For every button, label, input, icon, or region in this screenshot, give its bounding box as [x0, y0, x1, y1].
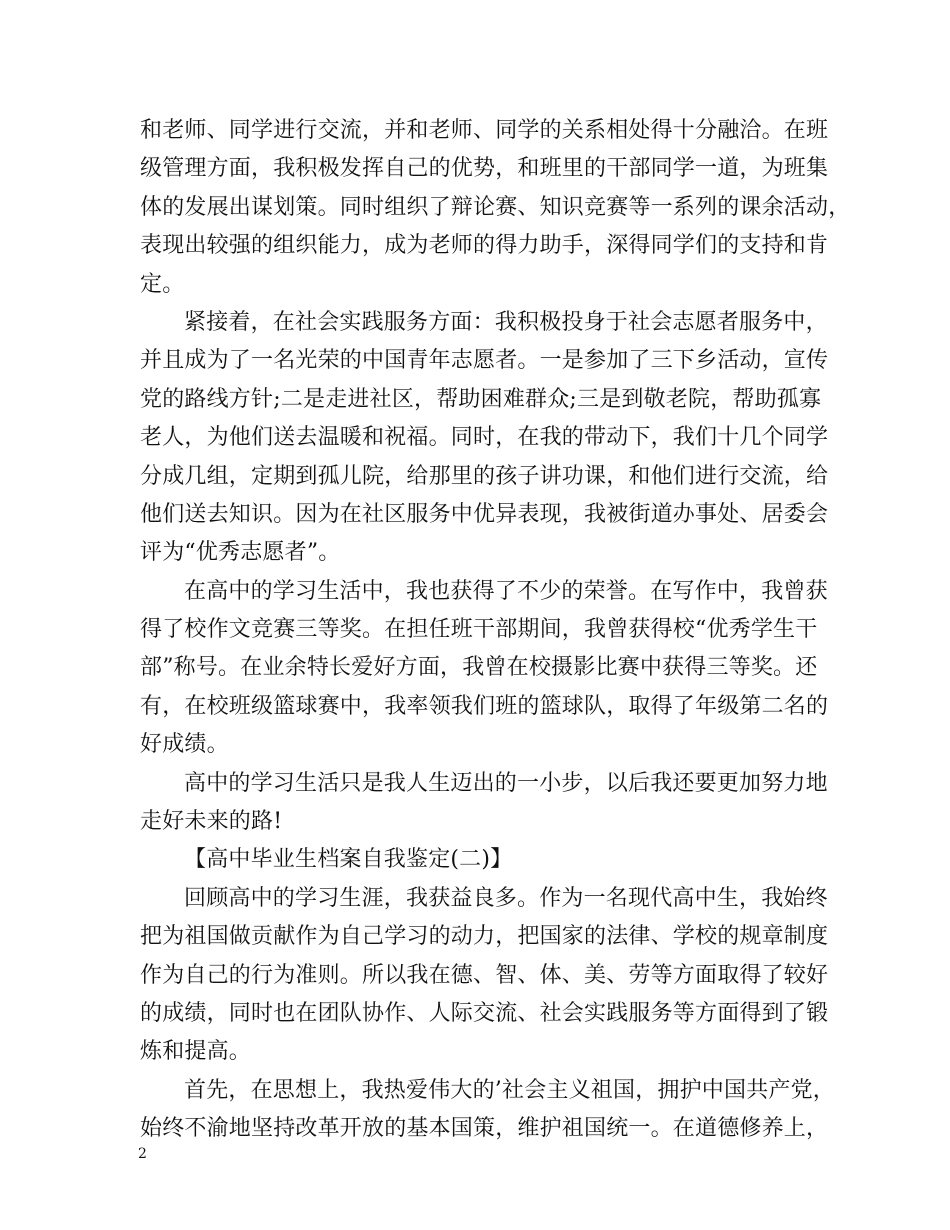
- text-line: 走好未来的路!: [140, 809, 283, 835]
- text-line: 老人，为他们送去温暖和祝福。同时，在我的带动下，我们十几个同学: [140, 425, 829, 451]
- paragraph-start-line: 高中的学习生活只是我人生迈出的一小步，以后我还要更加努力地: [184, 770, 828, 796]
- text-line: 党的路线方针;二是走进社区，帮助困难群众;三是到敬老院，帮助孤寡: [140, 386, 822, 412]
- text-line: 部”称号。在业余特长爱好方面，我曾在校摄影比赛中获得三等奖。还: [140, 655, 818, 681]
- text-line: 始终不渝地坚持改革开放的基本国策，维护祖国统一。在道德修养上，: [140, 1116, 829, 1142]
- text-line: 和老师、同学进行交流，并和老师、同学的关系相处得十分融洽。在班: [140, 118, 829, 143]
- paragraph-start-line: 紧接着，在社会实践服务方面：我积极投身于社会志愿者服务中，: [184, 309, 828, 335]
- text-line: 级管理方面，我积极发挥自己的优势，和班里的干部同学一道，为班集: [140, 156, 829, 182]
- page-number: 2: [138, 1146, 147, 1162]
- paragraph-start-line: 回顾高中的学习生涯，我获益良多。作为一名现代高中生，我始终: [184, 885, 828, 911]
- paragraph-start-line: 首先，在思想上，我热爱伟大的’社会主义祖国，拥护中国共产党，: [184, 1077, 835, 1103]
- text-line: 定。: [140, 271, 185, 297]
- text-line: 炼和提高。: [140, 1039, 252, 1065]
- section-heading: 【高中毕业生档案自我鉴定(二)】: [184, 847, 513, 873]
- text-line: 作为自己的行为准则。所以我在德、智、体、美、劳等方面取得了较好: [140, 962, 829, 988]
- text-line: 体的发展出谋划策。同时组织了辩论赛、知识竞赛等一系列的课余活动，: [140, 194, 851, 220]
- paragraph-start-line: 在高中的学习生活中，我也获得了不少的荣誉。在写作中，我曾获: [184, 578, 828, 604]
- text-line: 并且成为了一名光荣的中国青年志愿者。一是参加了三下乡活动，宣传: [140, 348, 829, 374]
- text-line: 把为祖国做贡献作为自己学习的动力，把国家的法律、学校的规章制度: [140, 924, 829, 950]
- document-body: [140, 112, 851, 1149]
- text-line: 有，在校班级篮球赛中，我率领我们班的篮球队，取得了年级第二名的: [140, 693, 829, 719]
- text-line: 的成绩，同时也在团队协作、人际交流、社会实践服务等方面得到了锻: [140, 1000, 829, 1026]
- text-line: 表现出较强的组织能力，成为老师的得力助手，深得同学们的支持和肯: [140, 233, 829, 259]
- text-line: 评为“优秀志愿者”。: [140, 540, 341, 566]
- text-line: 好成绩。: [140, 732, 229, 758]
- text-line: 分成几组，定期到孤儿院，给那里的孩子讲功课，和他们进行交流，给: [140, 463, 829, 489]
- text-line: 得了校作文竞赛三等奖。在担任班干部期间，我曾获得校“优秀学生干: [140, 617, 818, 643]
- text-line: 他们送去知识。因为在社区服务中优异表现，我被街道办事处、居委会: [140, 501, 829, 527]
